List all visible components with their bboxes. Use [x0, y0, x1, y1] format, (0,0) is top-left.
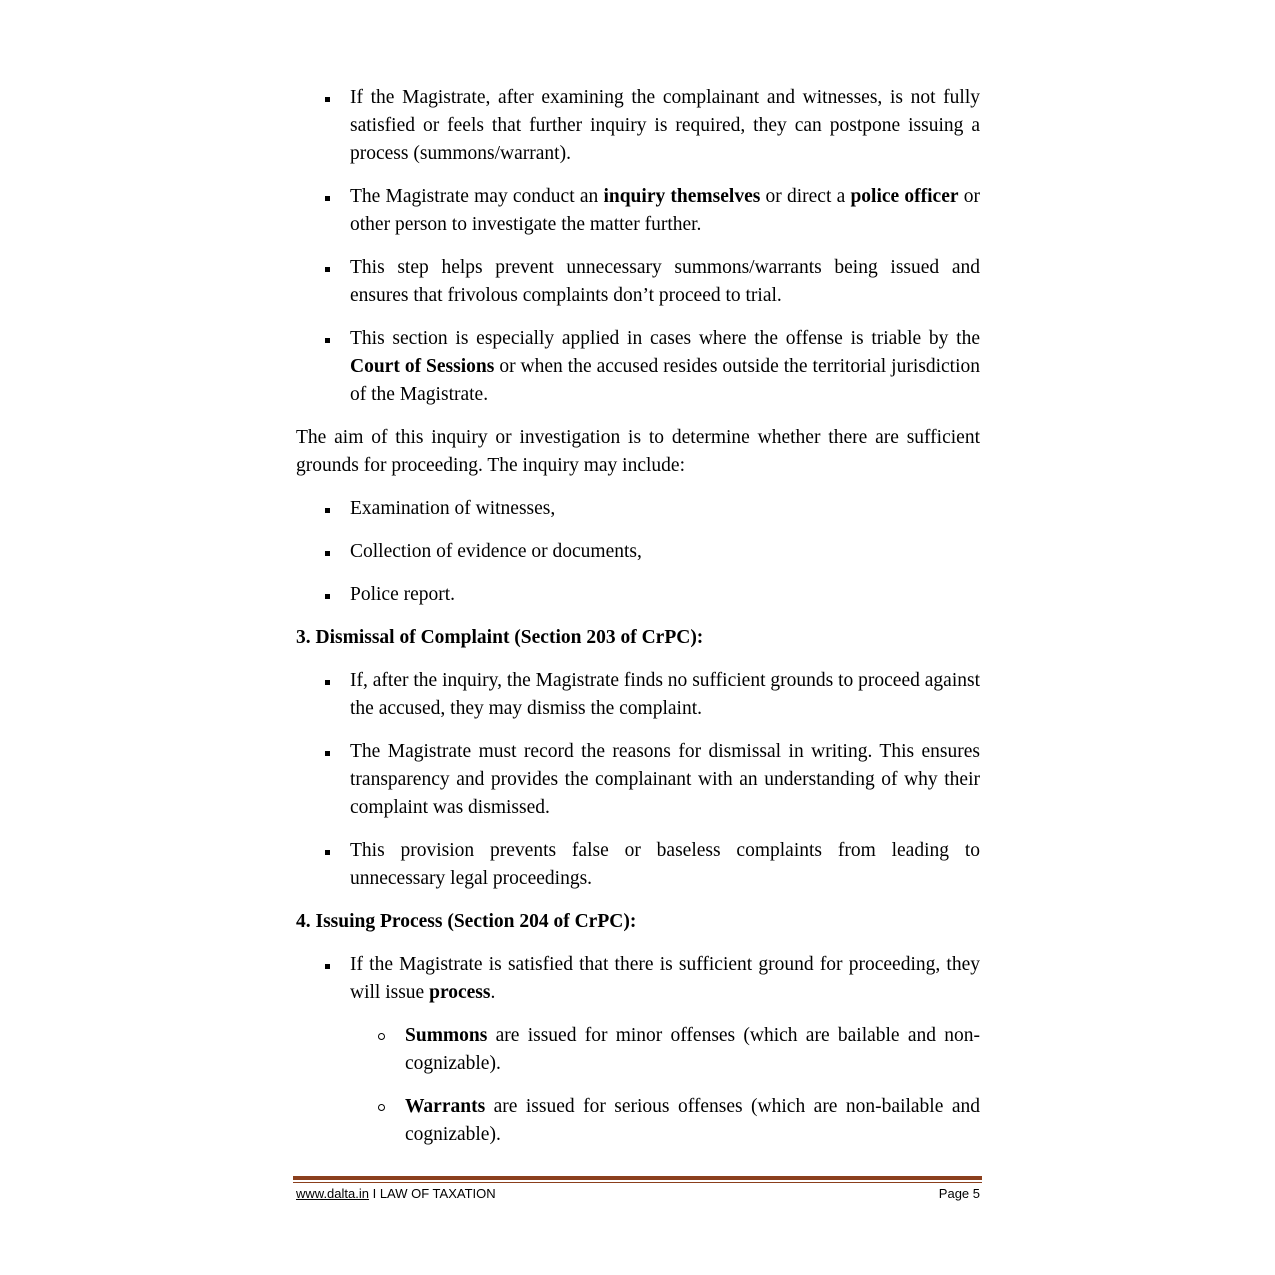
list-item: Examination of witnesses, — [296, 495, 980, 523]
section-4-heading: 4. Issuing Process (Section 204 of CrPC): — [296, 911, 637, 932]
list-item — [296, 738, 980, 822]
text-run: If the Magistrate, after examining the complainant and witnesses, is not fully satisfied or feels that further inquiry is required, they can postpone issuing a process (summons/warrant). — [350, 87, 980, 164]
list-item — [350, 1022, 980, 1078]
footer-left — [296, 1186, 496, 1202]
bold-text-run: inquiry themselves — [603, 186, 761, 207]
list-item — [296, 183, 980, 239]
page-footer — [296, 1186, 980, 1202]
issuing-process-list — [296, 951, 980, 1149]
list-item — [296, 667, 980, 723]
list-item — [296, 254, 980, 310]
intro-bullet-list — [296, 84, 980, 409]
text-run: This provision prevents false or baseless complaints from leading to unnecessary legal proceedings. — [350, 840, 980, 889]
text-run: The Magistrate may conduct an — [350, 186, 604, 207]
list-item — [296, 84, 980, 168]
site-link[interactable]: www.dalta.in — [296, 1186, 369, 1201]
text-run: This step helps prevent unnecessary summons/warrants being issued and ensures that frivolous complaints don’t proceed to trial. — [350, 257, 980, 306]
bold-text-run: Summons — [405, 1025, 488, 1046]
text-run: This section is especially applied in cases where the offense is triable by the — [350, 328, 980, 349]
text-run: If the Magistrate is satisfied that there is sufficient ground for proceeding, they will issue — [350, 954, 980, 1003]
bullet-text — [350, 954, 980, 1003]
list-item — [296, 325, 980, 409]
text-run: or other person to investigate the matter further. — [350, 186, 980, 235]
section-3-heading: 3. Dismissal of Complaint (Section 203 of CrPC): — [296, 627, 704, 648]
text-run: or when the accused resides outside the territorial jurisdiction of the Magistrate. — [350, 356, 980, 405]
footer-divider — [293, 1176, 982, 1183]
list-item: Collection of evidence or documents, — [296, 538, 980, 566]
list-item — [296, 837, 980, 893]
bold-text-run: Warrants — [405, 1096, 486, 1117]
text-run: . — [490, 982, 496, 1003]
text-run: If, after the inquiry, the Magistrate finds no sufficient grounds to proceed against the accused, they may dismiss the complaint. — [350, 670, 980, 719]
footer-title: I LAW OF TAXATION — [368, 1186, 496, 1201]
list-item — [296, 951, 980, 1149]
bold-text-run: Court of Sessions — [350, 356, 495, 377]
text-run: or direct a — [760, 186, 851, 207]
process-types-list — [350, 1022, 980, 1149]
footer-divider-thin — [293, 1182, 982, 1183]
page-number: Page 5 — [938, 1186, 980, 1201]
page-content — [296, 84, 980, 1164]
text-run: The Magistrate must record the reasons for dismissal in writing. This ensures transparency and provides the complainant with an understanding of why their complaint was dismissed. — [350, 741, 980, 818]
text-run: are issued for serious offenses (which are non-bailable and cognizable). — [405, 1096, 980, 1145]
dismissal-bullet-list — [296, 667, 980, 893]
list-item — [350, 1093, 980, 1149]
text-run: are issued for minor offenses (which are bailable and non-cognizable). — [405, 1025, 980, 1074]
footer-divider-thick — [293, 1176, 982, 1180]
bold-text-run: police officer — [850, 186, 959, 207]
bold-text-run: process — [429, 982, 491, 1003]
list-item: Police report. — [296, 581, 980, 609]
inquiry-aim-paragraph: The aim of this inquiry or investigation is to determine whether there are sufficient grounds for proceeding. The inquiry may include: — [296, 427, 980, 476]
inquiry-items-list — [296, 495, 980, 609]
